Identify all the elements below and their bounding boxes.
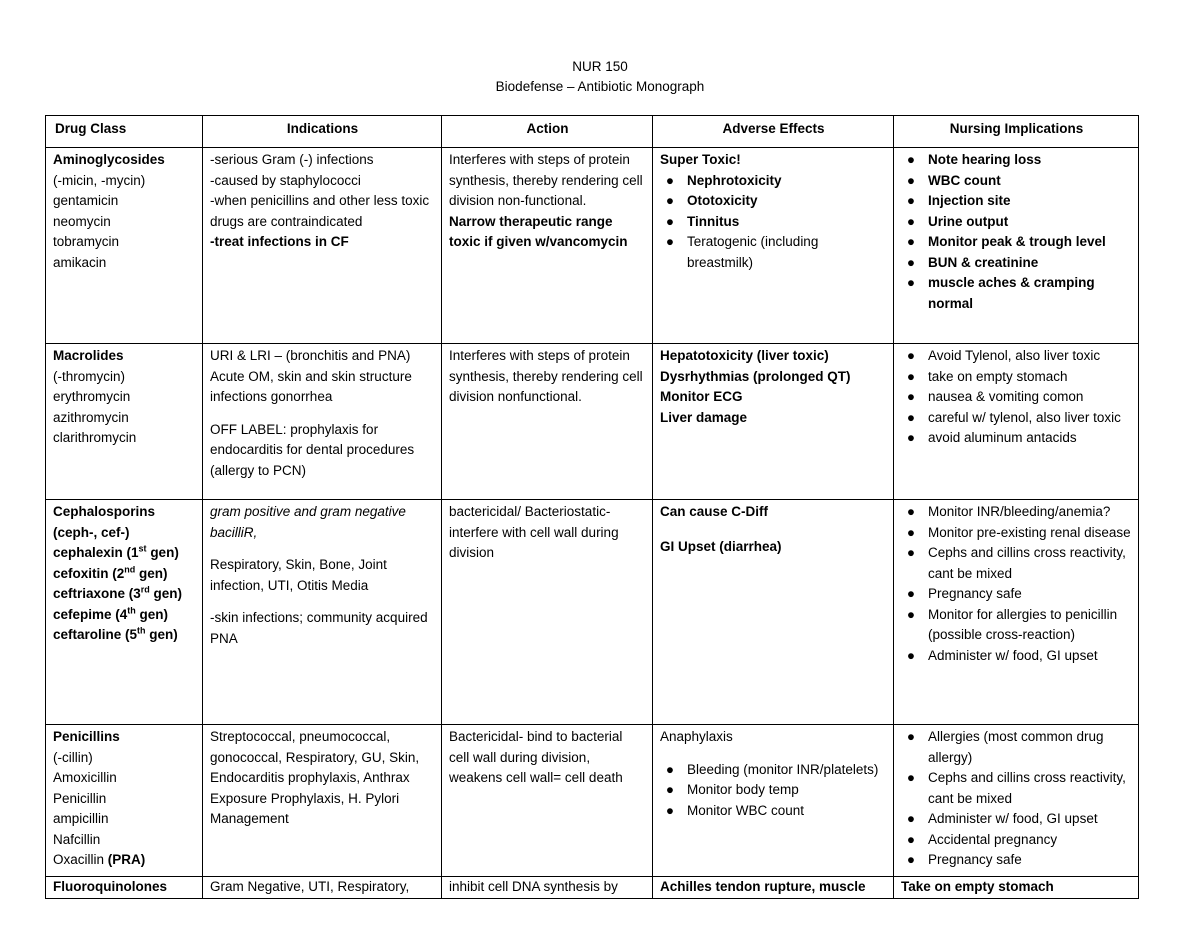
action-cell bbox=[442, 344, 653, 500]
bullet-icon: ● bbox=[906, 172, 916, 188]
antibiotic-table bbox=[45, 115, 1139, 899]
drug-class-cell bbox=[46, 500, 203, 725]
list-item: ● Nephrotoxicity bbox=[660, 171, 887, 192]
list-item: ● Injection site bbox=[901, 191, 1132, 212]
bullet-icon: ● bbox=[665, 193, 675, 208]
nursing-list bbox=[901, 346, 1132, 449]
indication-text: -treat infections in CF bbox=[210, 234, 349, 249]
list-item: ● careful w/ tylenol, also liver toxic bbox=[901, 408, 1132, 429]
indication-text: OFF LABEL: prophylaxis for endocarditis for dental procedures (allergy to PCN) bbox=[210, 421, 415, 478]
list-item: ● Pregnancy safe bbox=[901, 584, 1132, 605]
nursing-implications-cell bbox=[894, 877, 1139, 899]
nursing-list bbox=[901, 150, 1132, 314]
list-item: ● Cephs and cillins cross reactivity, cant be mixed bbox=[901, 543, 1132, 584]
list-item: ● Cephs and cillins cross reactivity, cant be mixed bbox=[901, 768, 1132, 809]
adverse-effects-cell bbox=[653, 877, 894, 899]
action-cell bbox=[442, 500, 653, 725]
indications-cell bbox=[203, 344, 442, 500]
bullet-icon: ● bbox=[665, 761, 675, 777]
bullet-icon: ● bbox=[665, 213, 675, 229]
list-item: ● Monitor body temp bbox=[660, 780, 887, 801]
drug-name: Penicillin bbox=[53, 790, 107, 806]
list-item: ● Monitor INR/bleeding/anemia? bbox=[901, 502, 1132, 523]
adverse-header: Anaphylaxis bbox=[660, 729, 733, 744]
bullet-icon: ● bbox=[906, 389, 916, 404]
bullet-icon: ● bbox=[906, 152, 916, 167]
bullet-icon: ● bbox=[906, 606, 916, 622]
table-row bbox=[46, 344, 1139, 500]
table-header-row bbox=[46, 116, 1139, 148]
list-item: ● Tinnitus bbox=[660, 212, 887, 233]
drug-suffix: (-thromycin) bbox=[53, 368, 126, 384]
adverse-text: Liver damage bbox=[660, 409, 748, 425]
action-text: Interferes with steps of protein synthesis, thereby rendering cell division nonfunctional. bbox=[449, 348, 643, 404]
bullet-icon: ● bbox=[906, 545, 916, 560]
drug-name: cefoxitin (2nd gen) bbox=[53, 564, 168, 581]
list-item: ● nausea & vomiting comon bbox=[901, 387, 1132, 408]
adverse-header: Super Toxic! bbox=[660, 152, 741, 167]
drug-class-cell bbox=[46, 148, 203, 344]
bullet-icon: ● bbox=[906, 504, 916, 519]
adverse-text: Hepatotoxicity (liver toxic) bbox=[660, 348, 829, 363]
table-row bbox=[46, 725, 1139, 877]
drug-name: amikacin bbox=[53, 254, 107, 270]
drug-class-name: Macrolides bbox=[53, 348, 124, 363]
drug-name: gentamicin bbox=[53, 193, 119, 208]
bullet-icon: ● bbox=[906, 811, 916, 826]
drug-suffix: (-micin, -mycin) bbox=[53, 172, 146, 188]
adverse-list bbox=[660, 171, 887, 274]
course-title: NUR 150 bbox=[572, 59, 628, 74]
indication-text: Respiratory, Skin, Bone, Joint infection, UTI, Otitis Media bbox=[210, 557, 387, 593]
list-item: ● Accidental pregnancy bbox=[901, 830, 1132, 851]
nursing-text: Take on empty stomach bbox=[901, 879, 1054, 894]
drug-name: neomycin bbox=[53, 213, 111, 229]
adverse-text: GI Upset (diarrhea) bbox=[660, 538, 782, 554]
adverse-effects-cell bbox=[653, 148, 894, 344]
table-row bbox=[46, 877, 1139, 899]
adverse-effects-cell bbox=[653, 500, 894, 725]
bullet-icon: ● bbox=[906, 213, 916, 229]
drug-name: ceftaroline (5th gen) bbox=[53, 625, 178, 642]
drug-class-cell bbox=[46, 725, 203, 877]
action-text: inhibit cell DNA synthesis by bbox=[449, 879, 618, 894]
list-item: ● Avoid Tylenol, also liver toxic bbox=[901, 346, 1132, 367]
list-item: ● Monitor peak & trough level bbox=[901, 232, 1132, 253]
list-item: ● Administer w/ food, GI upset bbox=[901, 809, 1132, 830]
list-item: ● Note hearing loss bbox=[901, 150, 1132, 171]
indication-text: -skin infections; community acquired PNA bbox=[210, 610, 428, 646]
drug-class-name: Penicillins bbox=[53, 729, 120, 744]
action-text: Interferes with steps of protein synthesis, thereby rendering cell division non-functional. bbox=[449, 152, 643, 208]
indication-text: -caused by staphylococci bbox=[210, 172, 361, 188]
action-text: Narrow therapeutic range toxic if given w/vancomycin bbox=[449, 213, 628, 249]
list-item: ● Monitor pre-existing renal disease bbox=[901, 523, 1132, 544]
table-row bbox=[46, 148, 1139, 344]
indication-text: Gram Negative, UTI, Respiratory, bbox=[210, 879, 410, 894]
nursing-list bbox=[901, 727, 1132, 871]
adverse-text: Achilles tendon rupture, muscle bbox=[660, 879, 866, 894]
drug-name: erythromycin bbox=[53, 389, 131, 404]
drug-name: ceftriaxone (3rd gen) bbox=[53, 584, 183, 601]
indication-text: -when penicillins and other less toxic drugs are contraindicated bbox=[210, 193, 430, 229]
bullet-icon: ● bbox=[906, 586, 916, 601]
bullet-icon: ● bbox=[665, 802, 675, 818]
column-header: Indications bbox=[203, 116, 442, 148]
list-item: ● Teratogenic (including breastmilk) bbox=[660, 232, 887, 273]
indication-text: URI & LRI – (bronchitis and PNA) Acute OM, skin and skin structure infections gonorrhea bbox=[210, 348, 412, 404]
adverse-text: Dysrhythmias (prolonged QT) bbox=[660, 368, 851, 384]
bullet-icon: ● bbox=[665, 234, 675, 249]
indication-text: -serious Gram (-) infections bbox=[210, 152, 374, 167]
adverse-list bbox=[660, 760, 887, 822]
drug-name: azithromycin bbox=[53, 409, 129, 425]
list-item: ● take on empty stomach bbox=[901, 367, 1132, 388]
bullet-icon: ● bbox=[906, 647, 916, 663]
adverse-text: Can cause C-Diff bbox=[660, 504, 769, 519]
action-text: bactericidal/ Bacteriostatic- interfere with cell wall during division bbox=[449, 504, 619, 560]
drug-class-cell bbox=[46, 344, 203, 500]
action-cell bbox=[442, 725, 653, 877]
nursing-implications-cell bbox=[894, 500, 1139, 725]
table-row bbox=[46, 500, 1139, 725]
column-header: Drug Class bbox=[46, 116, 203, 148]
bullet-icon: ● bbox=[906, 831, 916, 847]
drug-name: Nafcillin bbox=[53, 831, 101, 847]
page-header bbox=[0, 57, 1200, 97]
list-item: ● muscle aches & cramping normal bbox=[901, 273, 1132, 314]
bullet-icon: ● bbox=[906, 368, 916, 384]
indications-cell bbox=[203, 877, 442, 899]
indications-cell bbox=[203, 148, 442, 344]
document-subtitle: Biodefense – Antibiotic Monograph bbox=[495, 79, 705, 94]
list-item: ● avoid aluminum antacids bbox=[901, 428, 1132, 449]
adverse-text: Monitor ECG bbox=[660, 389, 743, 404]
bullet-icon: ● bbox=[906, 234, 916, 249]
drug-name: cephalexin (1st gen) bbox=[53, 543, 179, 560]
drug-class-cell bbox=[46, 877, 203, 899]
drug-class-name: Cephalosporins bbox=[53, 504, 156, 519]
list-item: ● Bleeding (monitor INR/platelets) bbox=[660, 760, 887, 781]
action-text: Bactericidal- bind to bacterial cell wall during division, weakens cell wall= cell death bbox=[449, 729, 623, 785]
bullet-icon: ● bbox=[906, 193, 916, 208]
bullet-icon: ● bbox=[906, 770, 916, 785]
bullet-icon: ● bbox=[906, 254, 916, 270]
indication-text: Streptococcal, pneumococcal, gonococcal, Respiratory, GU, Skin, Endocarditis prophylaxis, Anthrax Exposure Prophylaxis, H. Pylori Management bbox=[210, 729, 420, 826]
list-item: ● Monitor for allergies to penicillin (possible cross-reaction) bbox=[901, 605, 1132, 646]
drug-name: clarithromycin bbox=[53, 430, 137, 445]
list-item: ● BUN & creatinine bbox=[901, 253, 1132, 274]
drug-suffix: (ceph-, cef-) bbox=[53, 524, 130, 540]
drug-name: tobramycin bbox=[53, 234, 120, 249]
bullet-icon: ● bbox=[665, 782, 675, 797]
drug-name: cefepime (4th gen) bbox=[53, 605, 169, 622]
adverse-effects-cell bbox=[653, 725, 894, 877]
nursing-implications-cell bbox=[894, 148, 1139, 344]
indications-cell bbox=[203, 725, 442, 877]
adverse-effects-cell bbox=[653, 344, 894, 500]
list-item: ● WBC count bbox=[901, 171, 1132, 192]
drug-name: Amoxicillin bbox=[53, 770, 117, 785]
indication-text: gram positive and gram negative bacilliR, bbox=[210, 504, 406, 540]
nursing-implications-cell bbox=[894, 725, 1139, 877]
bullet-icon: ● bbox=[906, 524, 916, 540]
column-header: Action bbox=[442, 116, 653, 148]
drug-name: Oxacillin (PRA) bbox=[53, 852, 146, 867]
column-header: Nursing Implications bbox=[894, 116, 1139, 148]
list-item: ● Monitor WBC count bbox=[660, 801, 887, 822]
bullet-icon: ● bbox=[906, 275, 916, 290]
list-item: ● Urine output bbox=[901, 212, 1132, 233]
bullet-icon: ● bbox=[906, 409, 916, 425]
bullet-icon: ● bbox=[665, 172, 675, 188]
list-item: ● Ototoxicity bbox=[660, 191, 887, 212]
nursing-list bbox=[901, 502, 1132, 666]
nursing-implications-cell bbox=[894, 344, 1139, 500]
action-cell bbox=[442, 877, 653, 899]
bullet-icon: ● bbox=[906, 430, 916, 445]
list-item: ● Administer w/ food, GI upset bbox=[901, 646, 1132, 667]
bullet-icon: ● bbox=[906, 729, 916, 744]
bullet-icon: ● bbox=[906, 348, 916, 363]
indications-cell bbox=[203, 500, 442, 725]
list-item: ● Pregnancy safe bbox=[901, 850, 1132, 871]
action-cell bbox=[442, 148, 653, 344]
list-item: ● Allergies (most common drug allergy) bbox=[901, 727, 1132, 768]
drug-suffix: (-cillin) bbox=[53, 749, 93, 765]
column-header: Adverse Effects bbox=[653, 116, 894, 148]
bullet-icon: ● bbox=[906, 852, 916, 867]
drug-class-name: Fluoroquinolones bbox=[53, 879, 167, 894]
drug-name: ampicillin bbox=[53, 811, 109, 826]
drug-class-name: Aminoglycosides bbox=[53, 152, 165, 167]
